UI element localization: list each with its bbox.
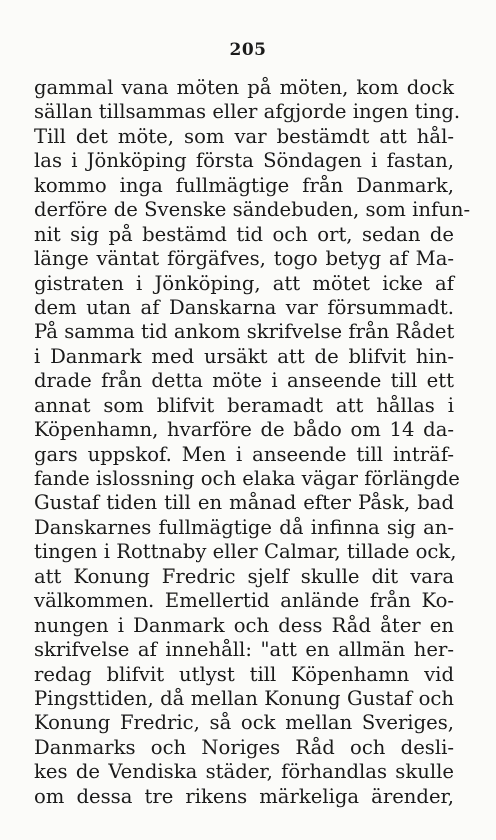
text-line: nit sig på bestämd tid och ort, sedan de [34,222,454,246]
text-line: dem utan af Danskarna var försummadt. [34,295,454,319]
text-line: välkommen. Emellertid anlände från Ko- [34,589,454,613]
text-line: redag blifvit utlyst till Köpenhamn vid [34,662,454,686]
text-line: Till det möte, som var bestämdt att hål- [34,124,454,148]
text-line: Danmarks och Noriges Råd och desli- [34,735,454,759]
text-line: las i Jönköping första Söndagen i fastan, [34,149,454,173]
text-line: i Danmark med ursäkt att de blifvit hin- [34,344,454,368]
body-text [34,76,471,809]
text-line: kes de Vendiska städer, förhandlas skulle [34,760,454,784]
text-line: nungen i Danmark och dess Råd åter en [34,613,454,637]
text-line: länge väntat förgäfves, togo betyg af Ma- [34,247,454,271]
text-line: att Konung Fredric sjelf skulle dit vara [34,564,454,588]
text-line: Pingsttiden, då mellan Konung Gustaf och [34,686,454,710]
text-line: Köpenhamn, hvarföre de bådo om 14 da- [34,418,454,442]
text-line: gistraten i Jönköping, att mötet icke af [34,271,454,295]
text-line: gammal vana möten på möten, kom dock [34,76,454,99]
text-line: kommo inga fullmägtige från Danmark, [34,173,454,197]
text-line: annat som blifvit beramadt att hållas i [34,393,454,417]
text-line: På samma tid ankom skrifvelse från Rådet [34,320,455,344]
text-line: om dessa tre rikens märkeliga ärender, [34,784,454,808]
text-line: Konung Fredric, så ock mellan Sveriges, [34,711,454,735]
text-line: derföre de Svenske sändebuden, som infun- [34,198,471,222]
text-line: Danskarnes fullmägtige då infinna sig an- [34,515,454,539]
text-line: skrifvelse af innehåll: "att en allmän her- [34,638,454,662]
text-line: Gustaf tiden till en månad efter Påsk, bad [34,491,454,515]
text-line: gars uppskof. Men i anseende till inträf- [34,442,454,466]
text-line: tingen i Rottnaby eller Calmar, tillade ock, [34,540,457,564]
page-number: 205 [229,40,267,60]
text-line: drade från detta möte i anseende till ett [34,369,454,393]
text-line: sällan tillsammas eller afgjorde ingen ting. [34,100,461,124]
text-line: fande islossning och elaka vägar förlängde [34,467,460,490]
